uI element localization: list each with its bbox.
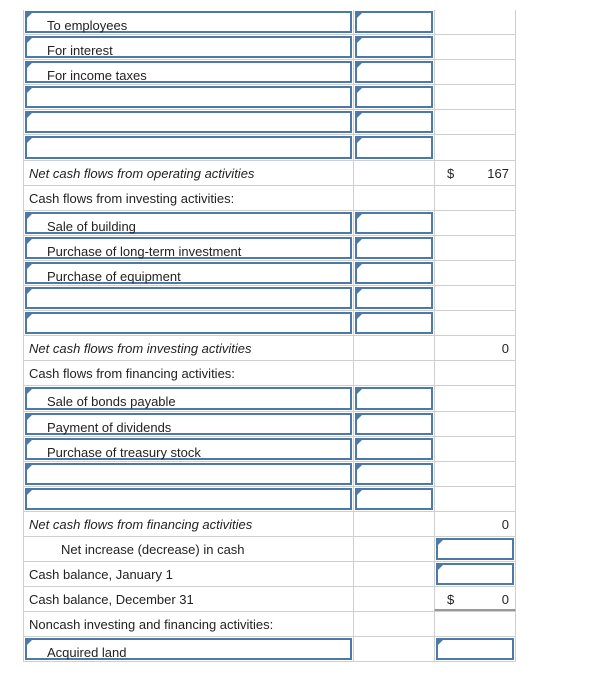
table-row-purchase-of-equipment	[23, 261, 516, 286]
row-label: Purchase of equipment	[47, 268, 181, 284]
table-row-for-interest	[23, 35, 516, 60]
amount-input-cash-balance-jan[interactable]	[436, 563, 514, 585]
amount-value: 0	[501, 516, 509, 532]
row-label: Sale of bonds payable	[47, 394, 176, 410]
amount-input-blank[interactable]	[355, 111, 433, 133]
table-row-to-employees	[23, 10, 516, 35]
label-input-payment-of-dividends[interactable]	[25, 413, 352, 435]
amount-input-blank[interactable]	[355, 488, 433, 510]
label-input-acquired-land[interactable]	[25, 638, 352, 660]
table-row-cash-balance-jan	[23, 562, 516, 587]
section-heading: Noncash investing and financing activities:	[29, 617, 274, 633]
table-row-for-income-taxes	[23, 60, 516, 85]
row-label: Payment of dividends	[47, 419, 172, 435]
amount-input-blank[interactable]	[355, 136, 433, 158]
section-heading: Cash flows from financing activities:	[29, 366, 235, 382]
table-row-cash-balance-dec	[23, 587, 516, 612]
label-input-blank[interactable]	[25, 86, 352, 108]
currency-symbol: $	[447, 592, 455, 608]
table-row-blank-financing-1	[23, 462, 516, 487]
label-input-to-employees[interactable]	[25, 11, 352, 33]
cash-flow-statement-table	[23, 10, 516, 662]
amount-input-for-interest[interactable]	[355, 36, 433, 58]
amount-input-purchase-of-equipment[interactable]	[355, 262, 433, 284]
label-input-blank[interactable]	[25, 111, 352, 133]
amount-input-net-increase[interactable]	[436, 538, 514, 560]
row-label: Sale of building	[47, 218, 136, 234]
label-input-sale-of-building[interactable]	[25, 212, 352, 234]
table-row-acquired-land	[23, 637, 516, 662]
table-row-purchase-long-term-investment	[23, 236, 516, 261]
table-row-blank-financing-2	[23, 487, 516, 512]
amount-value: 0	[501, 592, 509, 608]
amount-input-sale-of-building[interactable]	[355, 212, 433, 234]
table-row-noncash-header	[23, 612, 516, 637]
label-input-blank[interactable]	[25, 136, 352, 158]
table-row-purchase-treasury-stock	[23, 437, 516, 462]
row-label: Net cash flows from operating activities	[29, 165, 255, 181]
row-label: Net increase (decrease) in cash	[61, 541, 245, 557]
table-row-blank-operating-3	[23, 135, 516, 160]
amount-input-blank[interactable]	[355, 287, 433, 309]
label-input-blank[interactable]	[25, 312, 352, 334]
table-row-sale-of-bonds	[23, 386, 516, 411]
label-input-purchase-of-equipment[interactable]	[25, 262, 352, 284]
amount-input-purchase-long-term-investment[interactable]	[355, 237, 433, 259]
row-label: Acquired land	[47, 645, 127, 661]
label-input-for-income-taxes[interactable]	[25, 61, 352, 83]
amount-input-blank[interactable]	[355, 86, 433, 108]
row-label: Purchase of treasury stock	[47, 444, 201, 460]
row-label: Net cash flows from financing activities	[29, 516, 253, 532]
amount-value: 167	[487, 165, 509, 181]
amount-input-blank[interactable]	[355, 312, 433, 334]
section-heading: Cash flows from investing activities:	[29, 190, 235, 206]
label-input-blank[interactable]	[25, 287, 352, 309]
table-row-payment-of-dividends	[23, 412, 516, 437]
table-row-blank-operating-1	[23, 85, 516, 110]
amount-input-payment-of-dividends[interactable]	[355, 413, 433, 435]
label-input-for-interest[interactable]	[25, 36, 352, 58]
row-label: To employees	[47, 18, 128, 33]
row-label: For income taxes	[47, 68, 147, 84]
table-row-net-operating	[23, 161, 516, 186]
table-row-net-investing	[23, 336, 516, 361]
amount-input-purchase-treasury-stock[interactable]	[355, 438, 433, 460]
table-row-blank-operating-2	[23, 110, 516, 135]
amount-input-sale-of-bonds[interactable]	[355, 387, 433, 409]
table-row-net-increase	[23, 537, 516, 562]
label-input-blank[interactable]	[25, 488, 352, 510]
row-label: Purchase of long-term investment	[47, 243, 242, 259]
label-input-sale-of-bonds[interactable]	[25, 387, 352, 409]
currency-symbol: $	[447, 165, 455, 181]
amount-input-blank[interactable]	[355, 463, 433, 485]
label-input-blank[interactable]	[25, 463, 352, 485]
row-label: Net cash flows from investing activities	[29, 341, 252, 357]
table-row-net-financing	[23, 512, 516, 537]
table-row-sale-of-building	[23, 211, 516, 236]
table-row-blank-investing-1	[23, 286, 516, 311]
table-row-investing-header	[23, 186, 516, 211]
row-label: Cash balance, January 1	[29, 567, 173, 583]
amount-input-to-employees[interactable]	[355, 11, 433, 33]
table-row-financing-header	[23, 361, 516, 386]
row-label: For interest	[47, 43, 113, 59]
label-input-purchase-long-term-investment[interactable]	[25, 237, 352, 259]
table-row-blank-investing-2	[23, 311, 516, 336]
amount-input-acquired-land[interactable]	[436, 638, 514, 660]
amount-value: 0	[501, 341, 509, 357]
amount-input-for-income-taxes[interactable]	[355, 61, 433, 83]
row-label: Cash balance, December 31	[29, 592, 194, 608]
label-input-purchase-treasury-stock[interactable]	[25, 438, 352, 460]
